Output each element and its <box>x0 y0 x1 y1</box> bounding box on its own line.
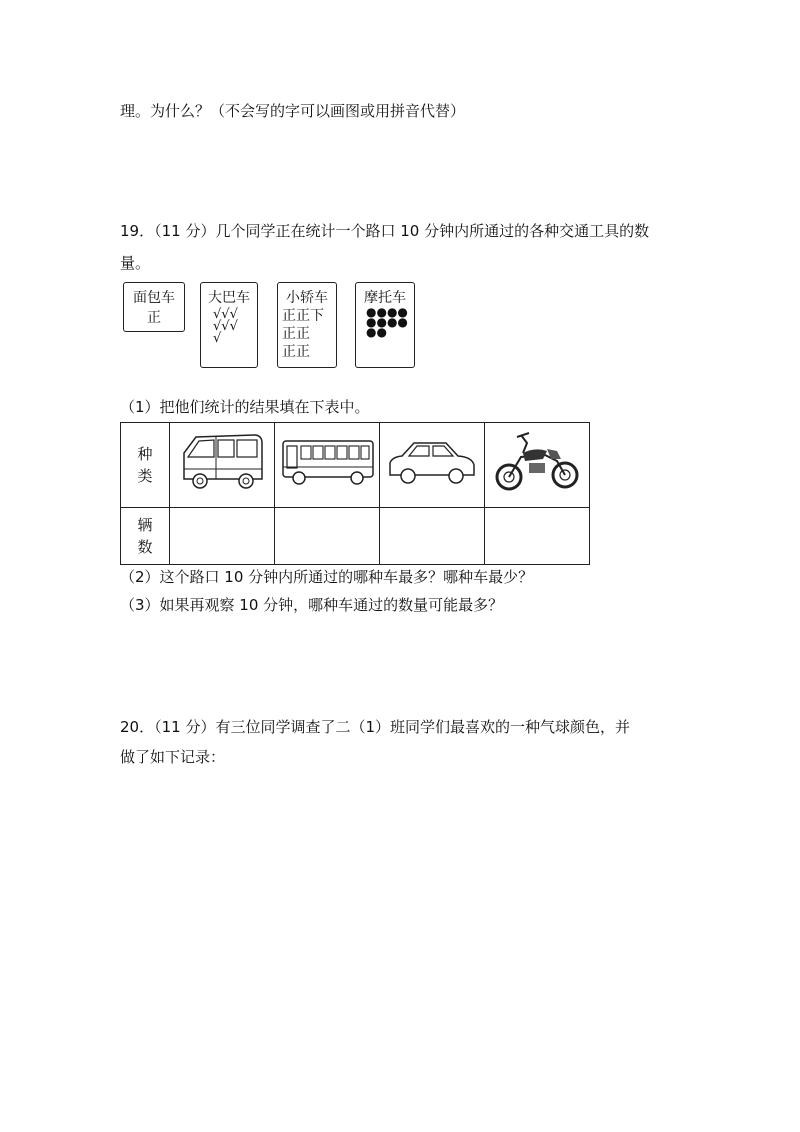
bus-icon <box>275 423 379 503</box>
tally-row: 正正下 <box>282 308 324 324</box>
van-cell <box>170 423 275 508</box>
car-cell <box>380 423 485 508</box>
car-icon <box>380 423 484 503</box>
tally-marks: ●●●●●●●●●● <box>366 305 408 339</box>
tally-title: 摩托车 <box>364 290 406 306</box>
q19-sub3: （3）如果再观察 10 分钟，哪种车通过的数量可能最多？ <box>120 596 504 614</box>
table-row <box>121 423 590 508</box>
label-char: 种 <box>137 445 153 463</box>
q20-line2: 做了如下记录： <box>120 748 226 766</box>
tally-title: 大巴车 <box>208 290 250 306</box>
tally-box-car <box>277 282 337 368</box>
row-label-count <box>121 508 170 565</box>
q20-line1: 20．（11 分）有三位同学调查了二（1）班同学们最喜欢的一种气球颜色，并 <box>120 718 630 736</box>
q19-sub1: （1）把他们统计的结果填在下表中。 <box>120 398 370 416</box>
label-char: 辆 <box>137 516 153 534</box>
motorcycle-cell <box>485 423 590 508</box>
tally-title: 面包车 <box>133 290 175 306</box>
tally-marks: 正 <box>147 310 161 326</box>
vehicle-count-table <box>120 422 590 565</box>
q19-sub2: （2）这个路口 10 分钟内所通过的哪种车最多？哪种车最少？ <box>120 568 534 586</box>
q19-line2: 量。 <box>120 254 151 272</box>
top-line: 理。为什么？（不会写的字可以画图或用拼音代替） <box>120 102 466 120</box>
van-icon <box>170 423 274 503</box>
row-label-type <box>121 423 170 508</box>
count-cell-bus[interactable] <box>275 508 380 565</box>
bus-cell <box>275 423 380 508</box>
motorcycle-icon <box>485 423 589 503</box>
table-row <box>121 508 590 565</box>
count-cell-car[interactable] <box>380 508 485 565</box>
count-cell-motorcycle[interactable] <box>485 508 590 565</box>
q19-line1: 19．（11 分）几个同学正在统计一个路口 10 分钟内所通过的各种交通工具的数 <box>120 222 650 240</box>
tally-row: 正正 <box>282 344 310 360</box>
tally-marks: √√√√√√√ <box>213 307 238 346</box>
tally-box-motorcycle <box>355 282 415 368</box>
tally-row: 正正 <box>282 326 310 342</box>
count-cell-van[interactable] <box>170 508 275 565</box>
label-char: 数 <box>137 538 153 556</box>
tally-title: 小轿车 <box>286 290 328 306</box>
tally-box-bus <box>200 282 258 368</box>
label-char: 类 <box>137 467 153 485</box>
tally-box-van <box>123 282 185 332</box>
